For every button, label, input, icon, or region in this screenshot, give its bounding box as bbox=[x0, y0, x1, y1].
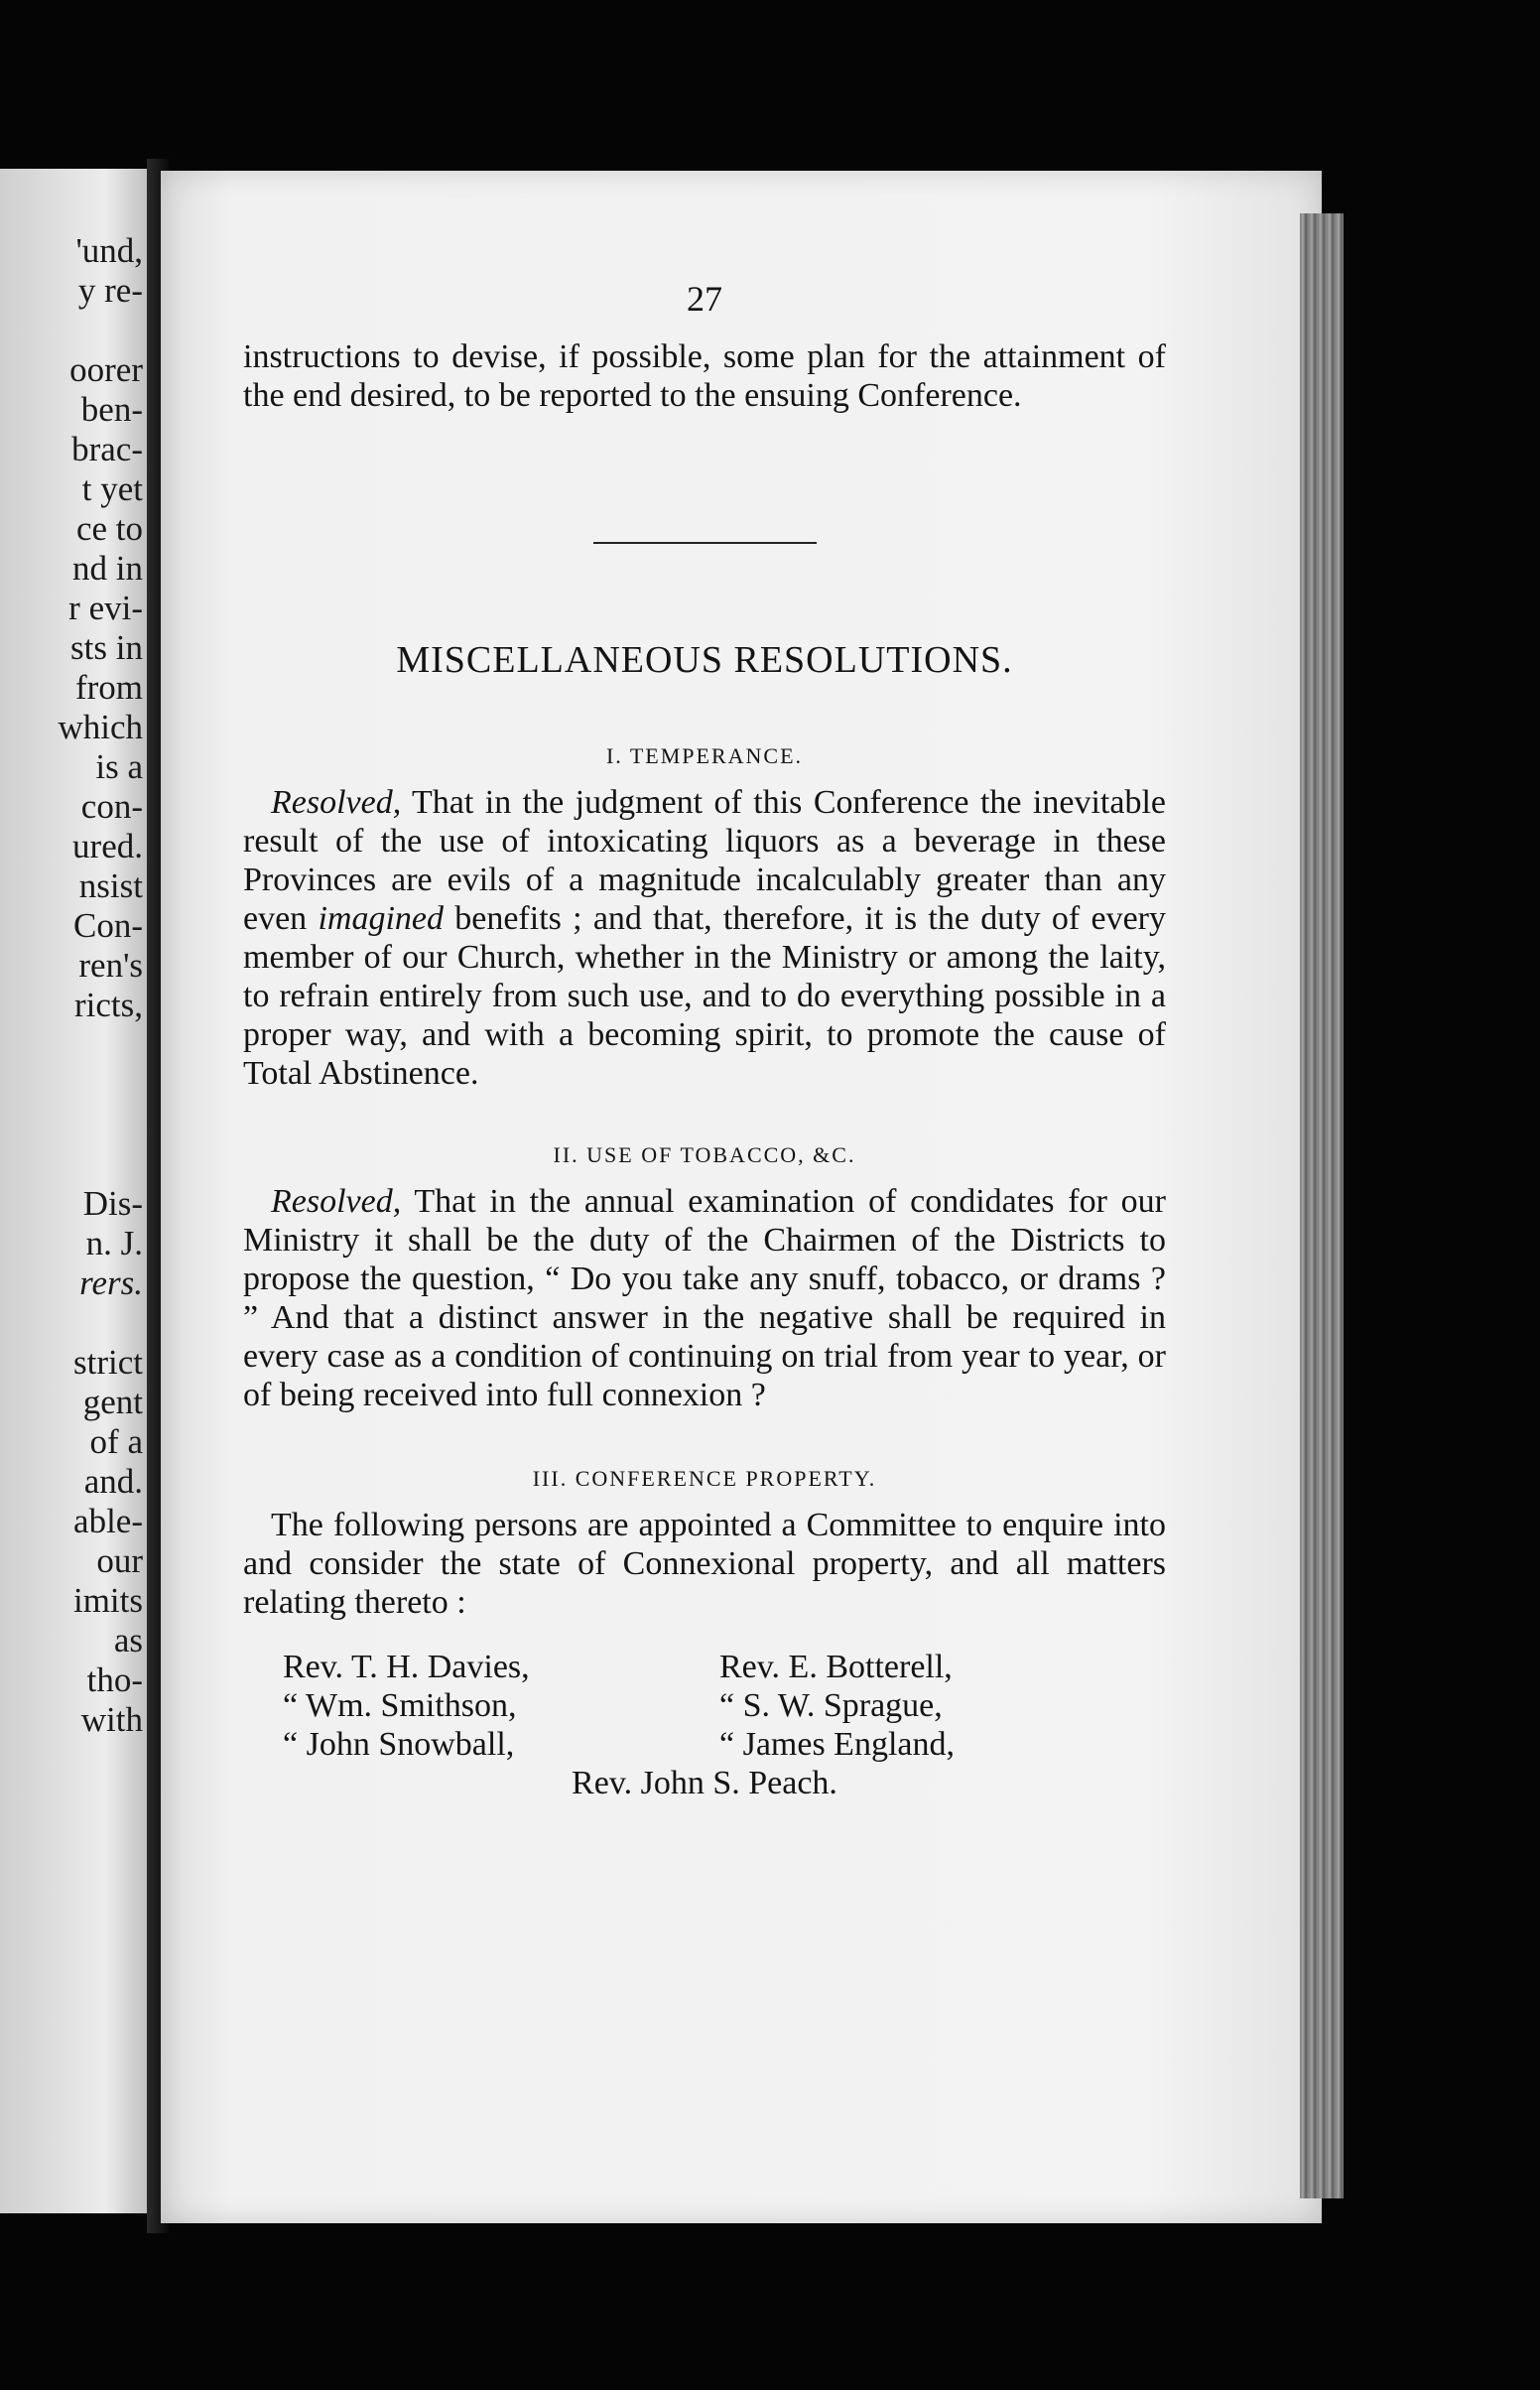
facing-page-text-fragment: which bbox=[58, 708, 143, 746]
temperance-text-before: That in the judgment of this Conference the inevitable result of the use of intoxicating liquors as a beverage in these Provinces are evils of a magnitude incalculably greater than any even bbox=[243, 784, 1166, 937]
section-title-temperance: I. TEMPERANCE. bbox=[605, 743, 804, 768]
facing-page-text-fragment: with bbox=[80, 1700, 143, 1739]
facing-page-fragment bbox=[0, 169, 151, 2213]
committee-member: Rev. T. H. Davies, bbox=[283, 1649, 530, 1685]
committee-member: “ John Snowball, bbox=[283, 1726, 515, 1763]
facing-page-text-fragment: strict bbox=[73, 1343, 143, 1382]
page-edge bbox=[1300, 213, 1344, 2198]
facing-page-text-fragment: imits bbox=[72, 1581, 143, 1620]
facing-page-text-fragment: our bbox=[96, 1541, 143, 1580]
facing-page-text-fragment: ren's bbox=[78, 946, 143, 985]
resolved-lead: Resolved, bbox=[271, 784, 402, 821]
committee-member: “ Wm. Smithson, bbox=[283, 1687, 517, 1724]
tobacco-text: That in the annual examination of condidates for our Ministry it shall be the duty of the Chairmen of the Districts to propose the question, “ Do you take any snuff, tobacco, or drams ? ” And that a distinct answer in the negative shall be required in every case as a condition of continuing on trial from year to year, or of being received into full connexion ? bbox=[243, 1183, 1166, 1413]
facing-page-text-fragment: nsist bbox=[78, 866, 143, 905]
facing-page-text-fragment: from bbox=[74, 668, 143, 707]
facing-page-text-fragment: r evi- bbox=[68, 589, 143, 627]
committee-member: “ James England, bbox=[719, 1726, 955, 1763]
tobacco-paragraph bbox=[243, 1182, 1166, 1414]
facing-page-text-fragment: y re- bbox=[77, 271, 143, 310]
facing-page-text-fragment: ben- bbox=[80, 390, 143, 429]
facing-page-text-fragment: tho- bbox=[86, 1660, 143, 1699]
facing-page-text-fragment: t yet bbox=[81, 469, 143, 508]
committee-member: Rev. E. Botterell, bbox=[719, 1649, 953, 1685]
temperance-text-after: benefits ; and that, therefore, it is the duty of every member of our Church, whether in the Ministry or among the laity, to refrain entirely from such use, and to do everything possible in a proper way, and with a becoming spirit, to promote the cause of Total Abstinence. bbox=[243, 900, 1166, 1092]
facing-page-text-fragment: ce to bbox=[75, 509, 143, 548]
page-content bbox=[243, 278, 1166, 1802]
facing-page-text-fragment: gent bbox=[82, 1383, 143, 1421]
facing-page-text-fragment: Dis- bbox=[82, 1184, 143, 1223]
facing-page-text-fragment: ured. bbox=[72, 827, 143, 865]
temperance-emphasis: imagined bbox=[318, 900, 444, 937]
intro-paragraph: instructions to devise, if possible, some plan for the attainment of the end desired, to be reported to the ensuing Conference. bbox=[243, 338, 1166, 414]
temperance-paragraph bbox=[243, 783, 1166, 1093]
facing-page-text-fragment: oorer bbox=[69, 350, 143, 389]
facing-page-text-fragment: able- bbox=[73, 1502, 143, 1540]
facing-page-text-fragment: Con- bbox=[73, 906, 143, 945]
committee-list bbox=[283, 1648, 1166, 1764]
page-heading: MISCELLANEOUS RESOLUTIONS. bbox=[396, 639, 1013, 681]
section-divider bbox=[593, 542, 817, 544]
property-paragraph: The following persons are appointed a Committee to enquire into and consider the state of Connexional property, and all matters relating thereto : bbox=[243, 1507, 1166, 1621]
facing-page-text-fragment: brac- bbox=[71, 430, 143, 468]
facing-page-text-fragment: is a bbox=[95, 747, 143, 786]
page-number: 27 bbox=[687, 279, 722, 319]
section-title-property: III. CONFERENCE PROPERTY. bbox=[532, 1466, 877, 1491]
facing-page-text-fragment: nd in bbox=[72, 549, 143, 588]
facing-page-text-fragment: ricts, bbox=[73, 986, 143, 1024]
facing-page-text-fragment: rers. bbox=[79, 1263, 143, 1302]
facing-page-text-fragment: sts in bbox=[70, 628, 143, 667]
committee-member: “ S. W. Sprague, bbox=[719, 1687, 943, 1724]
facing-page-text-fragment: con- bbox=[80, 787, 143, 826]
section-title-tobacco: II. USE OF TOBACCO, &C. bbox=[553, 1142, 856, 1167]
committee-member-last: Rev. John S. Peach. bbox=[572, 1765, 837, 1801]
facing-page-text-fragment: as bbox=[113, 1621, 143, 1660]
facing-page-text-fragment: 'und, bbox=[75, 231, 143, 270]
facing-page-text-fragment: and. bbox=[83, 1462, 143, 1501]
facing-page-text-fragment: n. J. bbox=[85, 1224, 143, 1262]
resolved-lead: Resolved, bbox=[271, 1183, 402, 1220]
facing-page-text-fragment: of a bbox=[89, 1422, 143, 1461]
